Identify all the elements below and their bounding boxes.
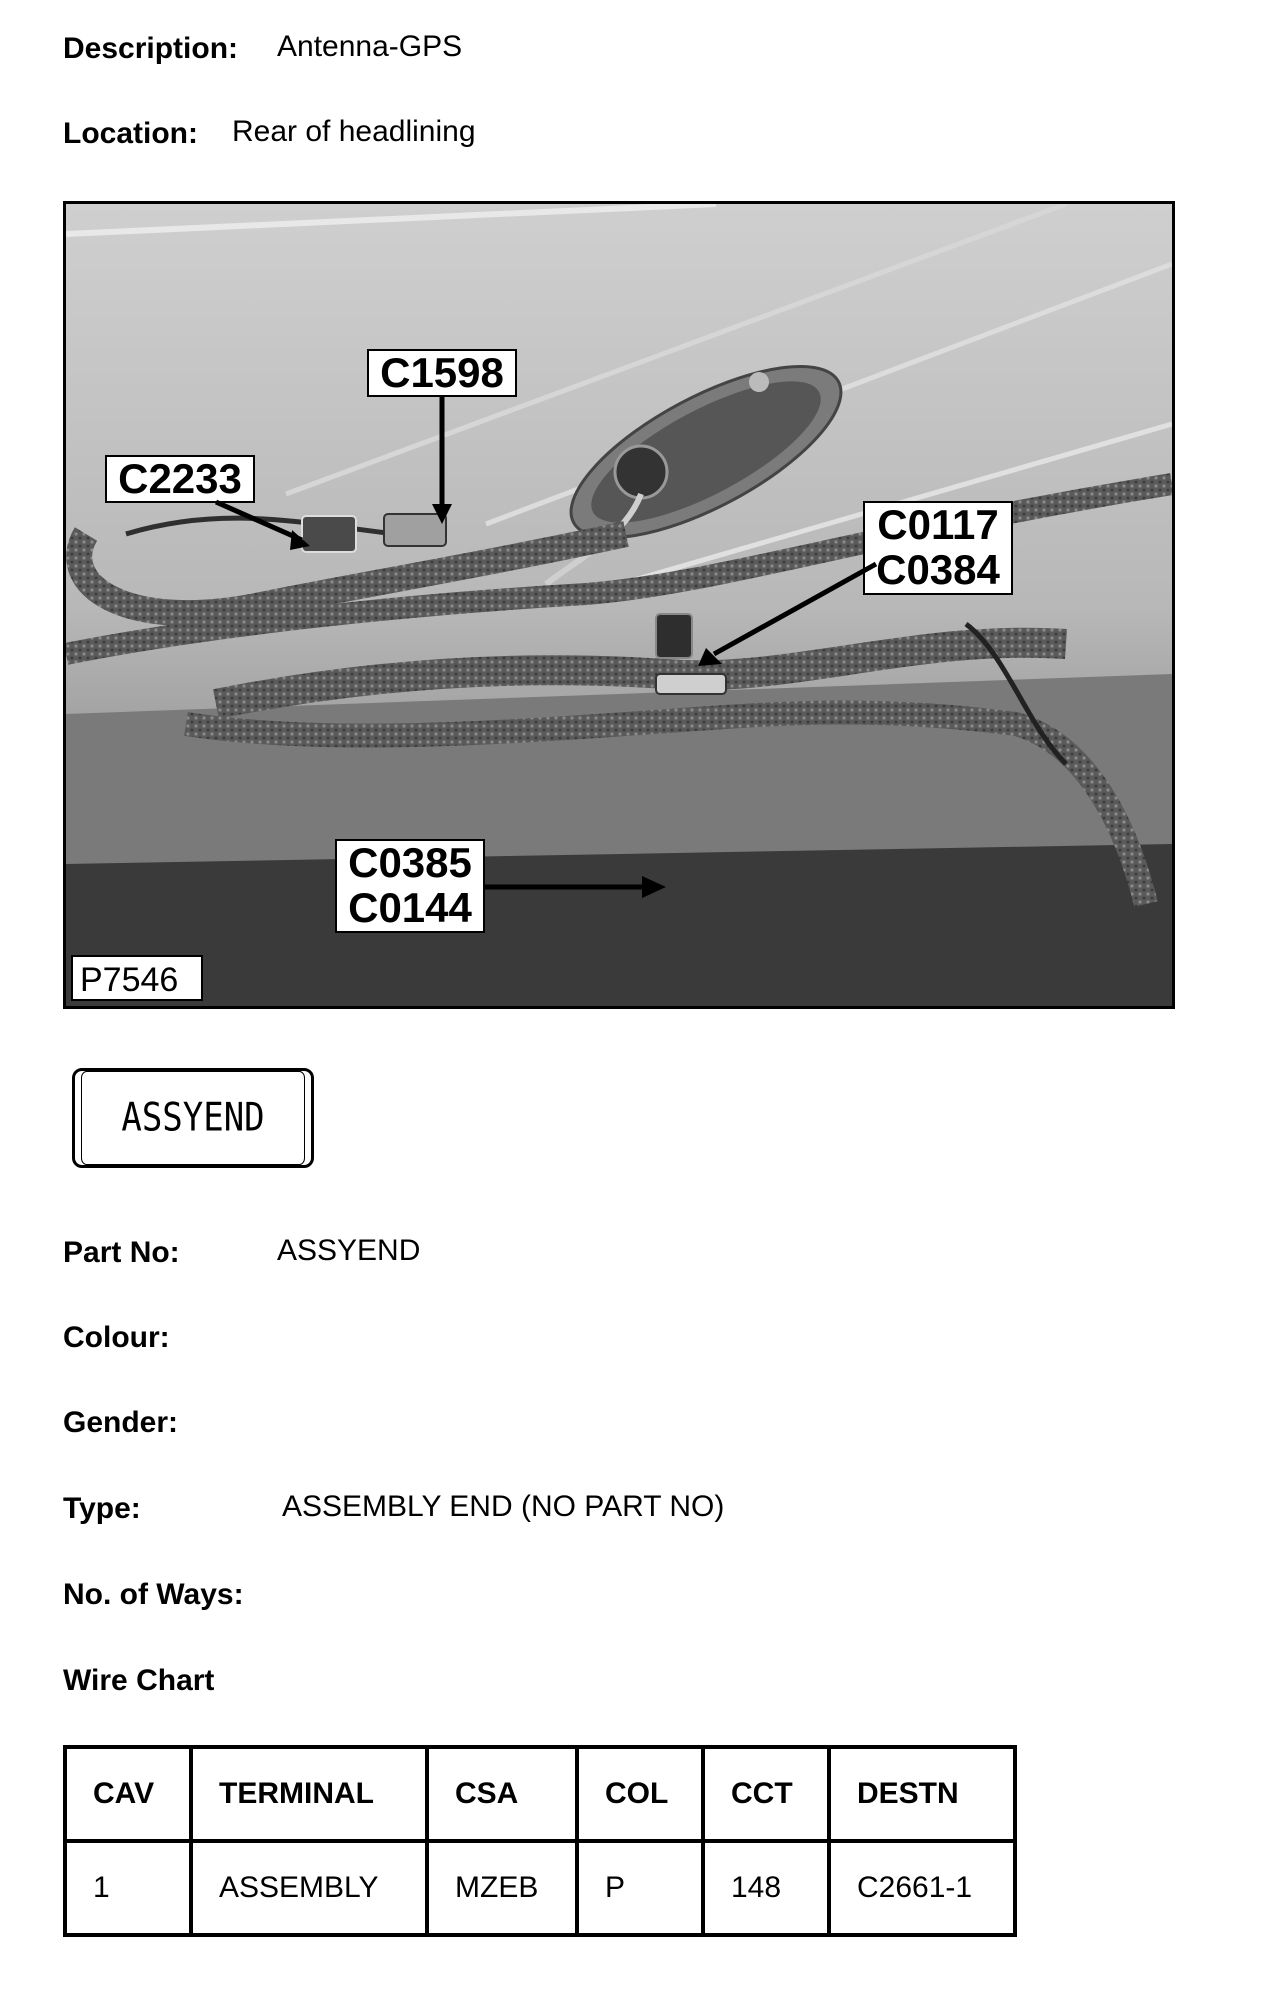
- stamp-text: ASSYEND: [81, 1071, 305, 1165]
- table-row: [65, 1841, 1015, 1935]
- callout-c1598: C1598: [380, 349, 504, 396]
- cell-csa: MZEB: [427, 1841, 577, 1935]
- assyend-stamp: [72, 1068, 314, 1168]
- table-header-row: [65, 1747, 1015, 1841]
- header-cct: CCT: [703, 1747, 829, 1841]
- part-no-label: Part No:: [63, 1236, 180, 1269]
- cell-terminal: ASSEMBLY: [191, 1841, 427, 1935]
- header-destn: DESTN: [829, 1747, 1015, 1841]
- colour-label: Colour:: [63, 1321, 170, 1354]
- callout-c0384: C0384: [876, 546, 1000, 593]
- description-label: Description:: [63, 32, 239, 65]
- wire-chart-title: Wire Chart: [63, 1664, 215, 1697]
- wire-chart-table: [63, 1745, 1017, 1937]
- cell-col: P: [577, 1841, 703, 1935]
- callout-c0385: C0385: [348, 839, 472, 886]
- cell-destn: C2661-1: [829, 1841, 1015, 1935]
- connector-location-photo: [63, 201, 1175, 1009]
- photo-illustration: [66, 204, 1172, 1006]
- gender-label: Gender:: [63, 1406, 179, 1439]
- type-label: Type:: [63, 1492, 141, 1525]
- part-no-value: ASSYEND: [277, 1234, 421, 1267]
- cell-cct: 148: [703, 1841, 829, 1935]
- location-label: Location:: [63, 117, 198, 150]
- no-of-ways-label: No. of Ways:: [63, 1578, 244, 1611]
- cell-cav: 1: [65, 1841, 191, 1935]
- header-csa: CSA: [427, 1747, 577, 1841]
- description-value: Antenna-GPS: [277, 30, 463, 63]
- callout-c0144: C0144: [348, 884, 472, 931]
- callout-c2233: C2233: [118, 455, 242, 502]
- photo-code: P7546: [80, 961, 179, 999]
- header-cav: CAV: [65, 1747, 191, 1841]
- location-value: Rear of headlining: [232, 115, 476, 148]
- header-terminal: TERMINAL: [191, 1747, 427, 1841]
- header-col: COL: [577, 1747, 703, 1841]
- callout-c0117: C0117: [877, 501, 999, 548]
- type-value: ASSEMBLY END (NO PART NO): [282, 1490, 725, 1523]
